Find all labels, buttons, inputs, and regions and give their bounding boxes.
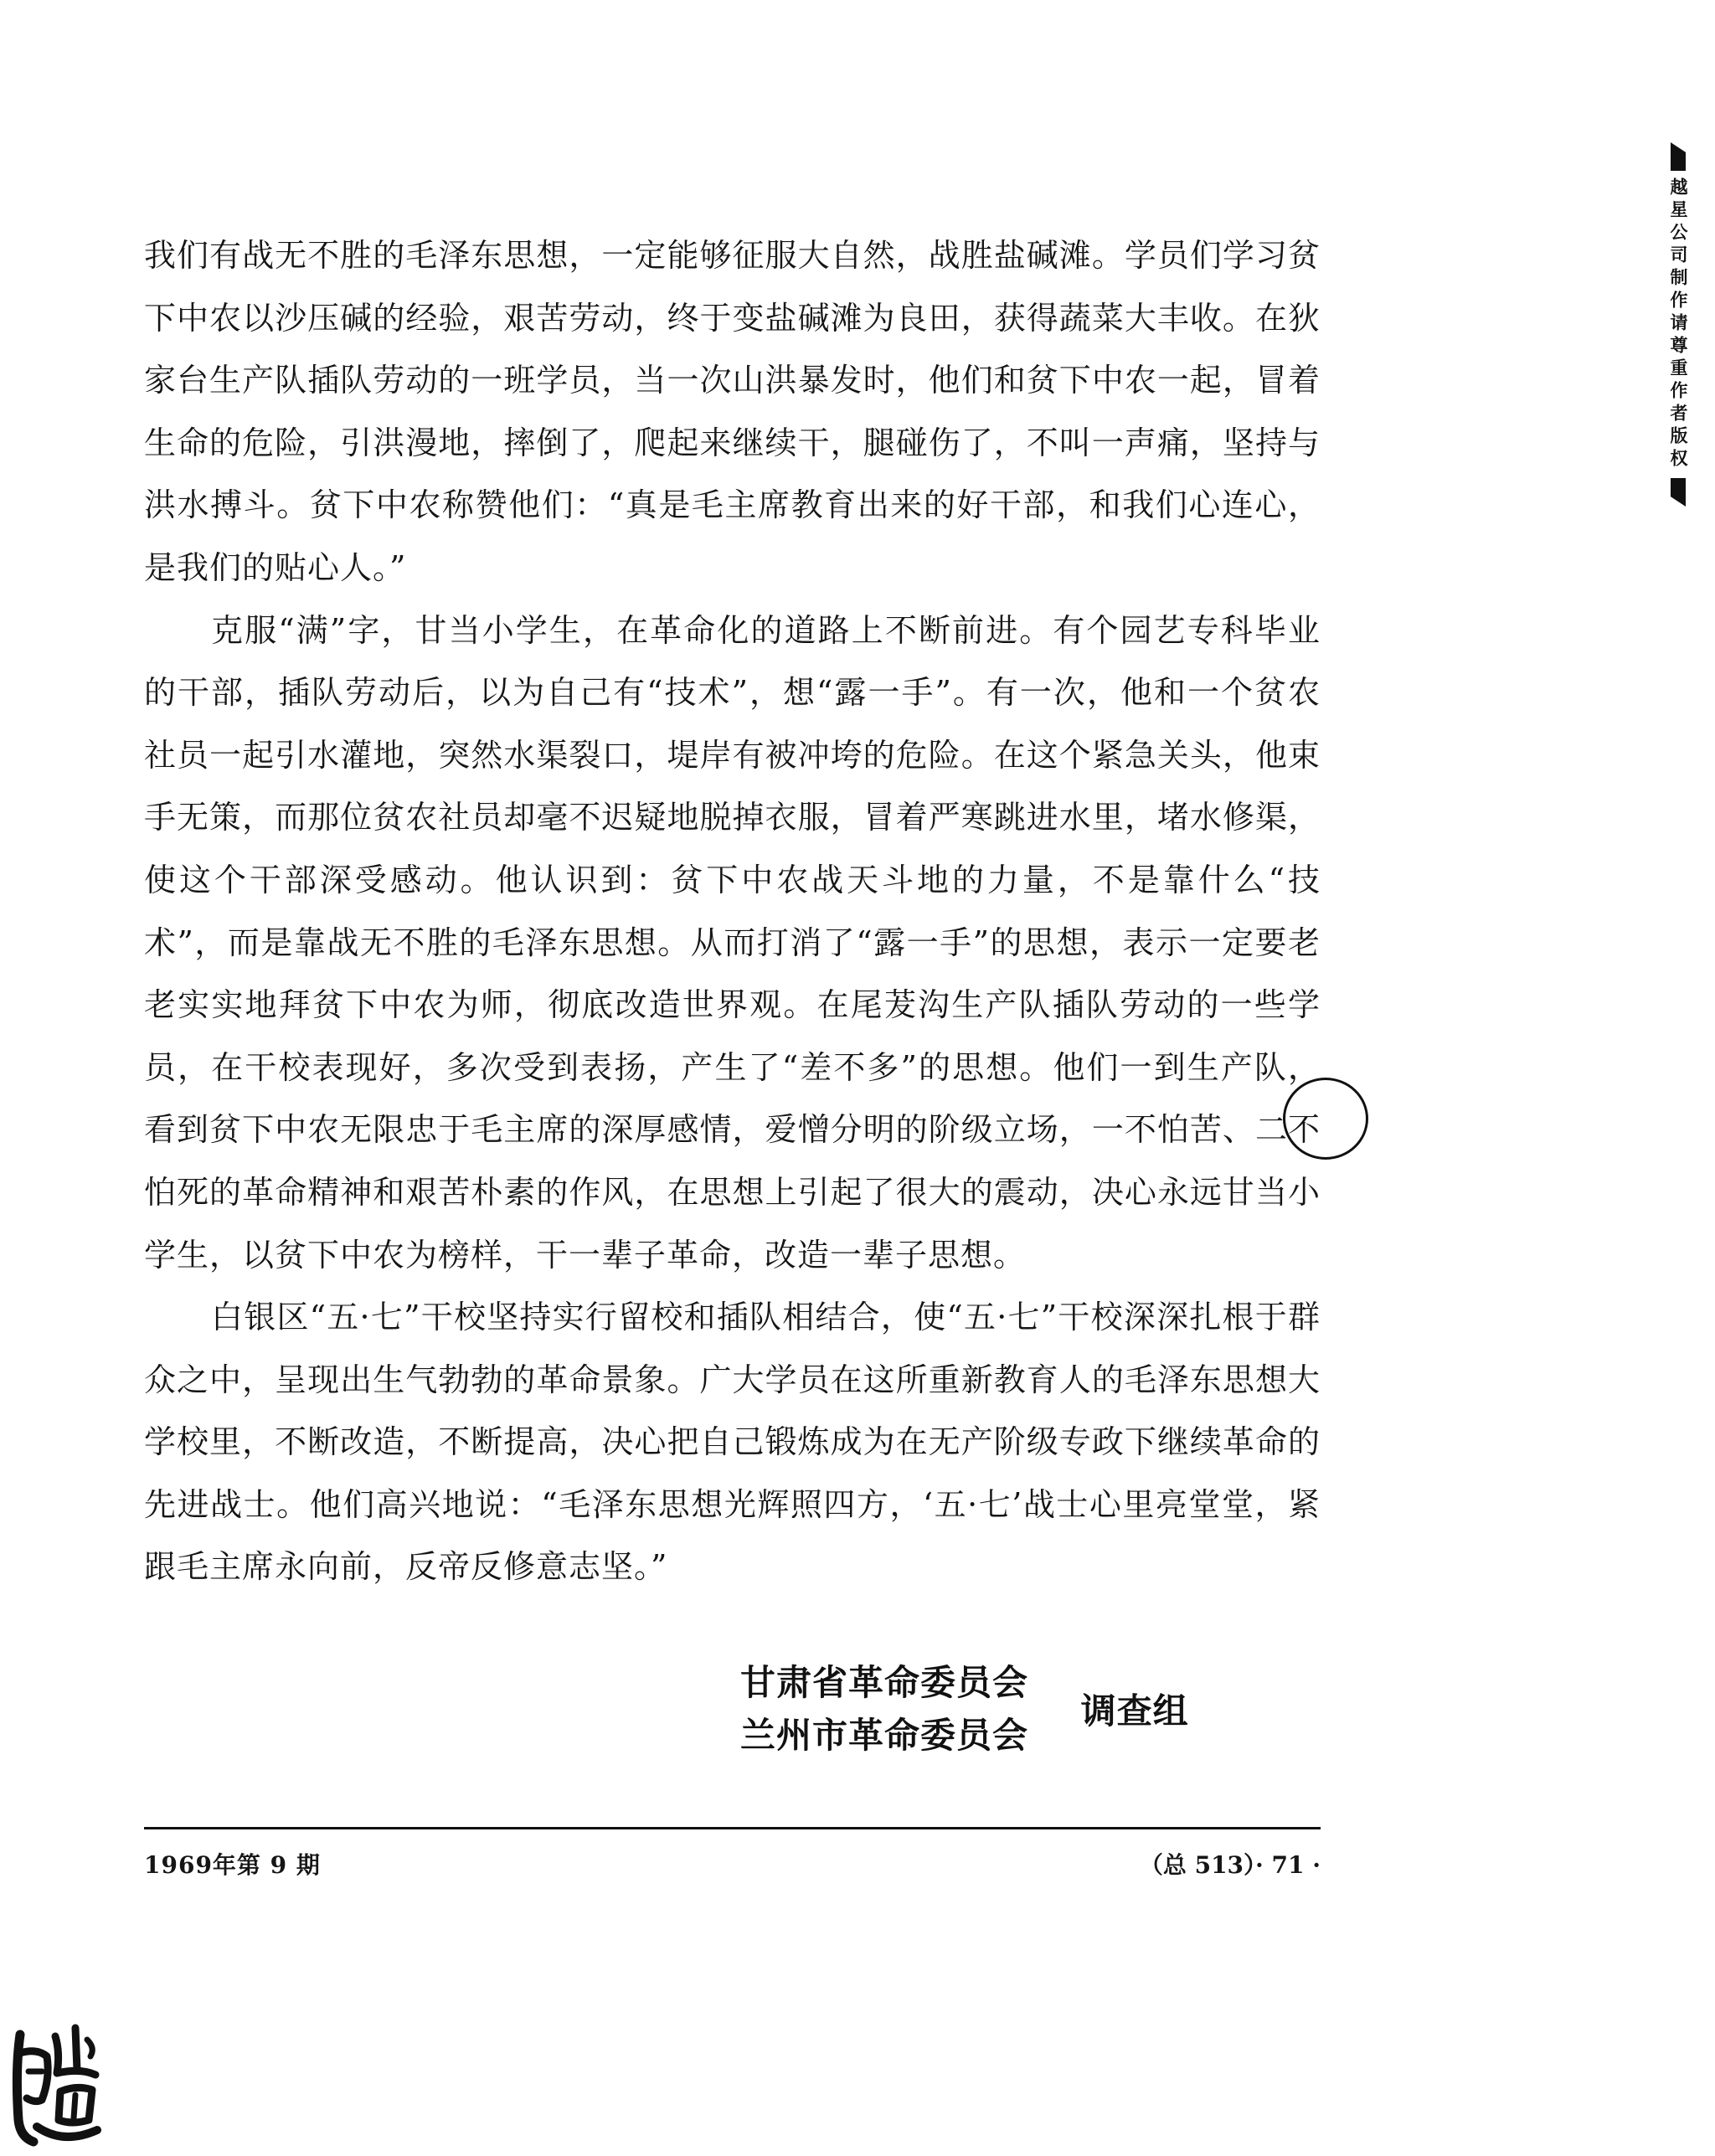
signature-block xyxy=(740,1656,1189,1762)
signature-organizations xyxy=(740,1656,1028,1762)
signature-group: 调查组 xyxy=(1080,1690,1189,1731)
paragraph-1: 我们有战无不胜的毛泽东思想，一定能够征服大自然，战胜盐碱滩。学员们学习贫下中农以沙压碱的经验，艰苦劳动，终于变盐碱滩为良田，获得蔬菜大丰收。在狄家台生产队插队劳动的一班学员，当一次山洪暴发时，他们和贫下中农一起，冒着生命的危险，引洪漫地，摔倒了，爬起来继续干，腿碰伤了，不叫一声痛，坚持与洪水搏斗。贫下中农称赞他们：“真是毛主席教育出来的好干部，和我们心连心，是我们的贴心人。” xyxy=(144,237,1321,586)
footer-issue: 1969年第 9 期 xyxy=(144,1851,321,1879)
footer-divider xyxy=(144,1827,1321,1829)
margin-bar-bottom xyxy=(1671,478,1686,507)
margin-bar-top xyxy=(1671,142,1686,171)
scan-circle-mark xyxy=(1283,1078,1368,1160)
article-body xyxy=(144,224,1321,1598)
footer-page-number: （总 513）· 71 · xyxy=(1139,1851,1321,1879)
margin-watermark-text: 越星公司制作请尊重作者版权 xyxy=(1668,178,1688,471)
margin-watermark xyxy=(1666,142,1690,507)
signature-org-gansu: 甘肃省革命委员会 xyxy=(740,1662,1029,1703)
signature-org-lanzhou: 兰州市革命委员会 xyxy=(740,1715,1029,1756)
paragraph-2: 克服“满”字，甘当小学生，在革命化的道路上不断前进。有个园艺专科毕业的干部，插队劳动后，以为自己有“技术”，想“露一手”。有一次，他和一个贫农社员一起引水灌地，突然水渠裂口，堤岸有被冲垮的危险。在这个紧急关头，他束手无策，而那位贫农社员却毫不迟疑地脱掉衣服，冒着严寒跳进水里，堵水修渠，使这个干部深受感动。他认识到：贫下中农战天斗地的力量，不是靠什么“技术”，而是靠战无不胜的毛泽东思想。从而打消了“露一手”的思想，表示一定要老老实实地拜贫下中农为师，彻底改造世界观。在尾茇沟生产队插队劳动的一些学员，在干校表现好，多次受到表扬，产生了“差不多”的思想。他们一到生产队，看到贫下中农无限忠于毛主席的深厚感情，爱憎分明的阶级立场，一不怕苦、二不怕死的革命精神和艰苦朴素的作风，在思想上引起了很大的震动，决心永远甘当小学生，以贫下中农为榜样，干一辈子革命，改造一辈子思想。 xyxy=(144,611,1321,1274)
paragraph-3: 白银区“五·七”干校坚持实行留校和插队相结合，使“五·七”干校深深扎根于群众之中，呈现出生气勃勃的革命景象。广大学员在这所重新教育人的毛泽东思想大学校里，不断改造，不断提高，决心把自己锻炼成为在无产阶级专政下继续革命的先进战士。他们高兴地说：“毛泽东思想光辉照四方，‘五·七’战士心里亮堂堂，紧跟毛主席永向前，反帝反修意志坚。” xyxy=(144,1299,1321,1586)
seal-logo-icon xyxy=(8,2020,107,2149)
